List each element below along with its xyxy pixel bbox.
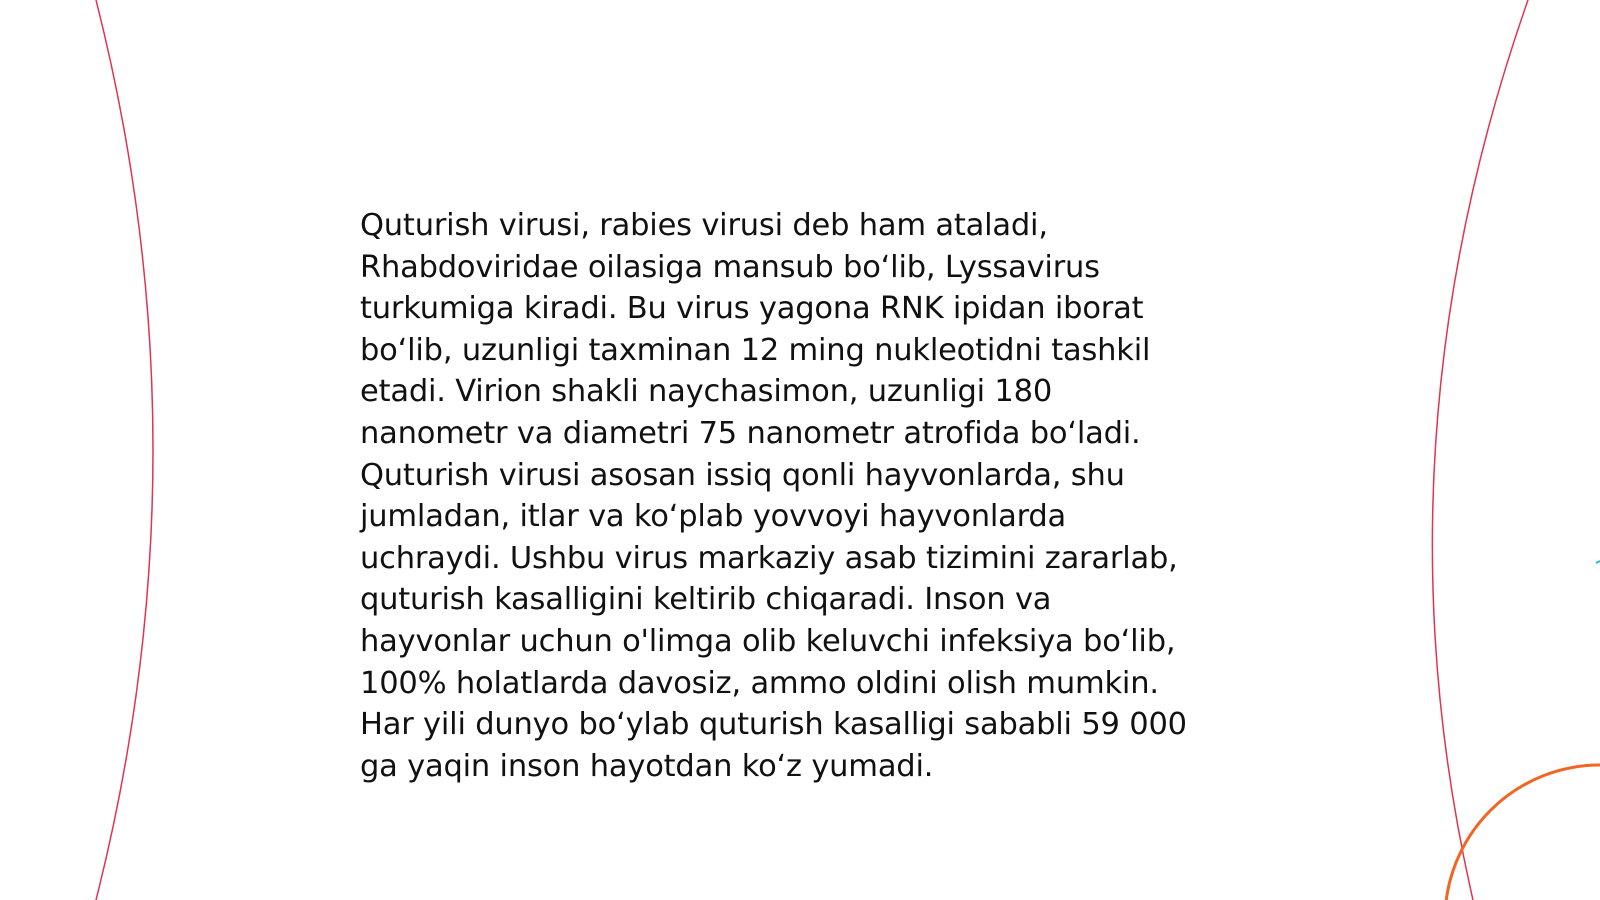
paragraph-line: 100% holatlarda davosiz, ammo oldini olish mumkin. (360, 665, 1159, 701)
paragraph-line: Quturish virusi asosan issiq qonli hayvonlarda, shu (360, 457, 1125, 493)
right-decorative-arc (1432, 0, 1528, 900)
paragraph-line: uchraydi. Ushbu virus markaziy asab tizimini zararlab, (360, 540, 1178, 576)
orange-decorative-circle (1445, 765, 1600, 900)
paragraph-line: turkumiga kiradi. Bu virus yagona RNK ipidan iborat (360, 291, 1144, 327)
paragraph-line: hayvonlar uchun o'limga olib keluvchi infeksiya bo‘lib, (360, 623, 1176, 659)
paragraph-line: bo‘lib, uzunligi taxminan 12 ming nukleotidni tashkil (360, 332, 1151, 368)
paragraph-line: Har yili dunyo bo‘ylab quturish kasalligi sababli 59 000 (360, 707, 1187, 743)
left-decorative-arc (96, 0, 153, 900)
paragraph-line: Quturish virusi, rabies virusi deb ham ataladi, (360, 208, 1048, 243)
teal-decorative-mark (1596, 561, 1600, 563)
paragraph-line: ga yaqin inson hayotdan ko‘z yumadi. (360, 748, 934, 784)
paragraph-line: jumladan, itlar va ko‘plab yovvoyi hayvonlarda (360, 499, 1067, 535)
paragraph-line: Rhabdoviridae oilasiga mansub bo‘lib, Lyssavirus (360, 249, 1100, 285)
paragraph-line: etadi. Virion shakli naychasimon, uzunligi 180 (360, 374, 1053, 410)
main-paragraph (360, 205, 1260, 787)
paragraph-line: nanometr va diametri 75 nanometr atrofida bo‘ladi. (360, 415, 1141, 451)
paragraph-line: quturish kasalligini keltirib chiqaradi. Inson va (360, 582, 1052, 618)
